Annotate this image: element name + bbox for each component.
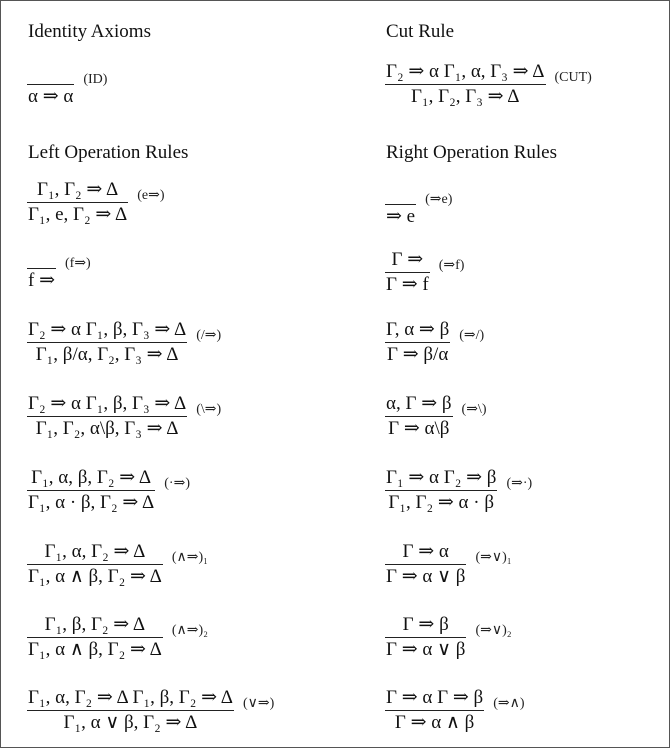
rule-label: (∧⇒)₁	[171, 550, 209, 566]
conclusion: Γ₁, Γ₂ ⇒ α · β	[388, 492, 495, 514]
rule-or-left	[27, 686, 274, 735]
rule-backslash-left	[27, 392, 221, 441]
rule-dot-left	[27, 466, 190, 515]
premise	[400, 184, 402, 204]
rule-dot-right	[385, 466, 532, 515]
conclusion: Γ₁, e, Γ₂ ⇒ Δ	[28, 204, 128, 226]
rule-label: (e⇒)	[137, 188, 165, 204]
premise	[50, 64, 52, 84]
premise: Γ₂ ⇒ α Γ₁, β, Γ₃ ⇒ Δ	[28, 393, 187, 414]
conclusion: Γ ⇒ α\β	[388, 418, 450, 440]
heading-cut-rule: Cut Rule	[386, 21, 455, 42]
premise: Γ₁, α, β, Γ₂ ⇒ Δ	[31, 467, 152, 488]
rule-label: (ID)	[83, 71, 108, 87]
rule-e-left	[27, 178, 165, 227]
rule-label: (⇒/)	[459, 328, 485, 344]
rule-e-right	[385, 184, 452, 229]
rule-label: (⇒f)	[438, 258, 465, 274]
conclusion: Γ₁, Γ₂, Γ₃ ⇒ Δ	[411, 86, 520, 108]
conclusion: ⇒ e	[386, 206, 416, 228]
conclusion: f ⇒	[28, 270, 55, 292]
premise: Γ, α ⇒ β	[386, 319, 450, 340]
rule-label: (⇒∨)₂	[475, 623, 512, 639]
rule-label: (f⇒)	[65, 256, 91, 272]
rule-backslash-right	[385, 392, 486, 441]
conclusion: Γ₁, Γ₂, α\β, Γ₃ ⇒ Δ	[35, 418, 179, 440]
rule-label: (⇒∧)	[493, 696, 525, 712]
conclusion: Γ₁, α ∧ β, Γ₂ ⇒ Δ	[28, 566, 162, 588]
rule-slash-right	[385, 318, 484, 367]
conclusion: Γ ⇒ f	[386, 274, 429, 296]
premise: α, Γ ⇒ β	[386, 393, 452, 414]
rule-label: (⇒·)	[506, 476, 533, 492]
conclusion: Γ ⇒ β/α	[386, 344, 449, 366]
rule-label: (CUT)	[554, 69, 592, 85]
rule-label: (∨⇒)	[242, 696, 275, 712]
conclusion: Γ ⇒ α ∨ β	[386, 639, 466, 661]
rule-cut	[385, 60, 592, 109]
premise: Γ₁, β, Γ₂ ⇒ Δ	[44, 614, 146, 635]
conclusion: Γ ⇒ α ∧ β	[394, 712, 475, 734]
premise: Γ₁, α, Γ₂ ⇒ Δ Γ₁, β, Γ₂ ⇒ Δ	[28, 687, 233, 708]
conclusion: Γ₁, β/α, Γ₂, Γ₃ ⇒ Δ	[35, 344, 179, 366]
conclusion: Γ₁, α ∨ β, Γ₂ ⇒ Δ	[63, 712, 198, 734]
heading-left-operation-rules: Left Operation Rules	[28, 142, 189, 163]
conclusion: Γ₁, α ∧ β, Γ₂ ⇒ Δ	[28, 639, 162, 661]
premise	[41, 248, 43, 268]
premise: Γ ⇒ α Γ ⇒ β	[386, 687, 484, 708]
premise: Γ₂ ⇒ α Γ₁, α, Γ₃ ⇒ Δ	[386, 61, 545, 82]
heading-identity-axioms: Identity Axioms	[28, 21, 151, 42]
rule-label: (·⇒)	[164, 476, 190, 492]
conclusion: Γ ⇒ α ∨ β	[386, 566, 466, 588]
conclusion: α ⇒ α	[28, 86, 74, 108]
rule-slash-left	[27, 318, 221, 367]
rule-and2-left	[27, 613, 208, 662]
premise: Γ₁ ⇒ α Γ₂ ⇒ β	[386, 467, 497, 488]
rule-f-right	[385, 248, 464, 297]
rule-and-right	[385, 686, 525, 735]
rule-id	[27, 64, 107, 109]
premise: Γ₁, α, Γ₂ ⇒ Δ	[44, 541, 146, 562]
premise: Γ ⇒ α	[402, 541, 449, 562]
rule-label: (⇒∨)₁	[475, 550, 512, 566]
premise: Γ₁, Γ₂ ⇒ Δ	[36, 179, 119, 200]
conclusion: Γ₁, α · β, Γ₂ ⇒ Δ	[28, 492, 155, 514]
rule-label: (∧⇒)₂	[171, 623, 209, 639]
rule-f-left	[27, 248, 91, 293]
rule-label: (⇒\)	[461, 402, 487, 418]
rule-and1-left	[27, 540, 208, 589]
rule-label: (\⇒)	[196, 402, 222, 418]
heading-right-operation-rules: Right Operation Rules	[386, 142, 557, 163]
rule-label: (⇒e)	[425, 192, 453, 208]
premise: Γ ⇒ β	[402, 614, 449, 635]
rule-or2-right	[385, 613, 512, 662]
rule-or1-right	[385, 540, 512, 589]
premise: Γ₂ ⇒ α Γ₁, β, Γ₃ ⇒ Δ	[28, 319, 187, 340]
premise: Γ ⇒	[391, 249, 424, 270]
rule-label: (/⇒)	[196, 328, 222, 344]
